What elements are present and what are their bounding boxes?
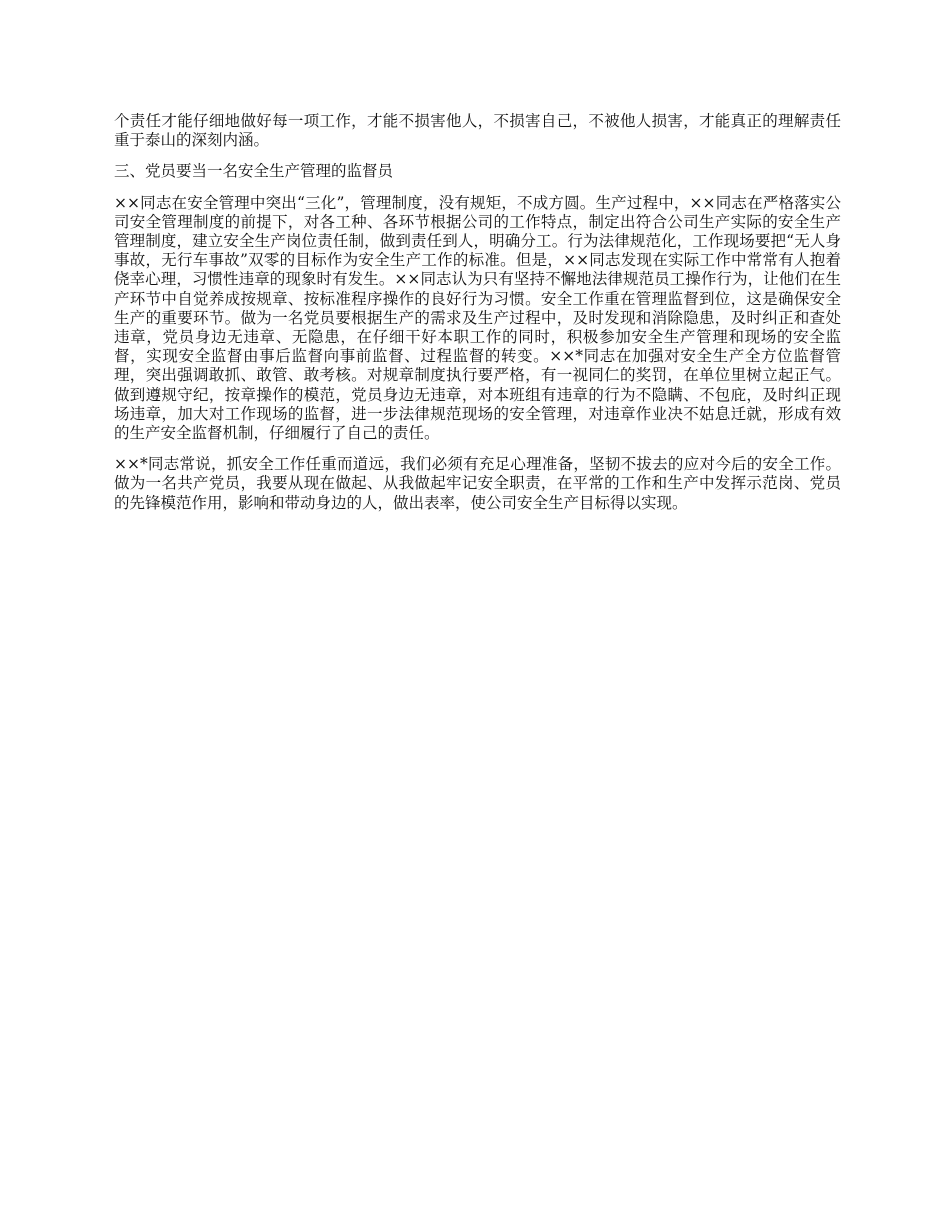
paragraph-body: ××同志在安全管理中突出“三化”，管理制度，没有规矩，不成方圆。生产过程中，××同志在严格落实公司安全管理制度的前提下，对各工种、各环节根据公司的工作特点，制定出符合公司生产实际的安全生产管理制度，建立安全生产岗位责任制，做到责任到人，明确分工。行为法律规范化，工作现场要把“无人身事故，无行车事故”双零的目标作为安全生产工作的标准。但是，××同志发现在实际工作中常常有人抱着侥幸心理，习惯性违章的现象时有发生。××同志认为只有坚持不懈地法律规范员工操作行为，让他们在生产环节中自觉养成按规章、按标准程序操作的良好行为习惯。安全工作重在管理监督到位，这是确保安全生产的重要环节。做为一名党员要根据生产的需求及生产过程中，及时发现和消除隐患，及时纠正和查处违章，党员身边无违章、无隐患，在仔细干好本职工作的同时，积极参加安全生产管理和现场的安全监督，实现安全监督由事后监督向事前监督、过程监督的转变。××*同志在加强对安全生产全方位监督管理，突出强调敢抓、敢管、敢考核。对规章制度执行要严格，有一视同仁的奖罚，在单位里树立起正气。做到遵规守纪，按章操作的模范，党员身边无违章，对本班组有违章的行为不隐瞒、不包庇，及时纠正现场违章，加大对工作现场的监督，进一步法律规范现场的安全管理，对违章作业决不姑息迁就，形成有效的生产安全监督机制，仔细履行了自己的责任。 (114, 193, 841, 443)
section-heading: 三、党员要当一名安全生产管理的监督员 (114, 162, 394, 181)
paragraph-closing: ××*同志常说，抓安全工作任重而道远，我们必须有充足心理准备，坚韧不拔去的应对今后的安全工作。做为一名共产党员，我要从现在做起、从我做起牢记安全职责，在平常的工作和生产中发挥示范岗、党员的先锋模范作用，影响和带动身边的人，做出表率，使公司安全生产目标得以实现。 (114, 455, 841, 512)
paragraph-intro: 个责任才能仔细地做好每一项工作，才能不损害他人，不损害自己，不被他人损害，才能真正的理解责任重于泰山的深刻内涵。 (114, 112, 841, 150)
document-page (114, 112, 841, 525)
